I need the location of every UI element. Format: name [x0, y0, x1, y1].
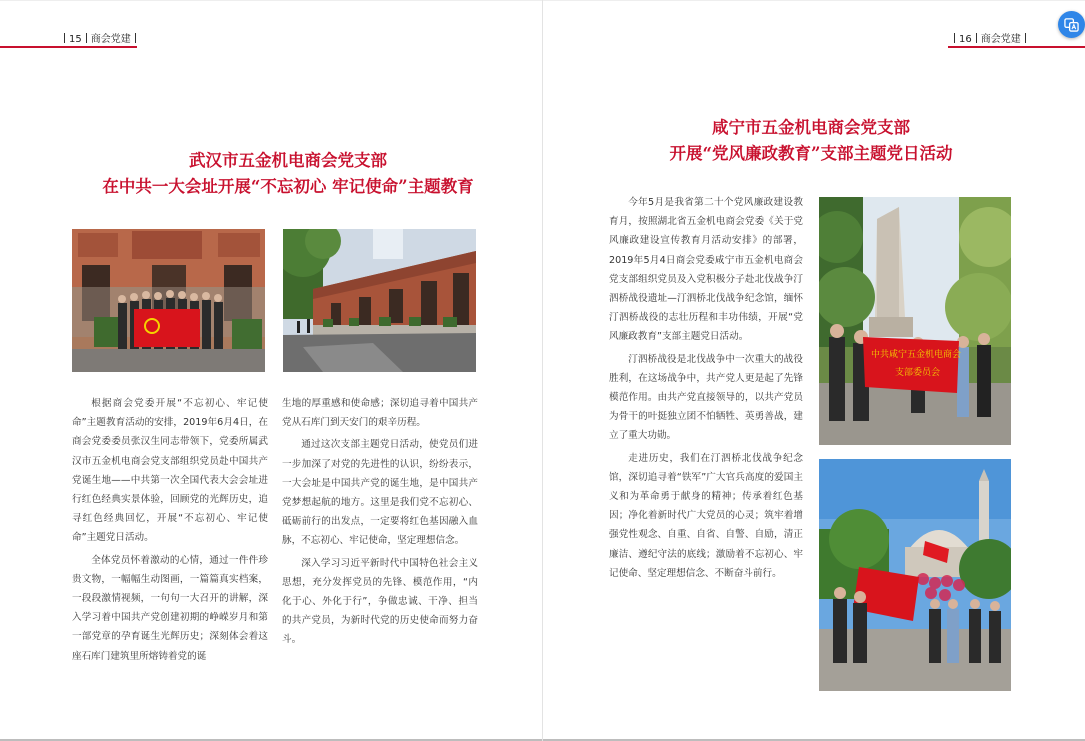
header-divider	[86, 33, 87, 43]
paragraph: 生地的厚重感和使命感；深切追寻着中国共产党从石库门到天安门的艰辛历程。	[282, 398, 478, 429]
header-red-rule	[948, 46, 1085, 48]
page-header	[60, 33, 140, 46]
photo-group-at-site	[72, 229, 265, 372]
page-top-edge	[0, 0, 542, 1]
paragraph: 根据商会党委开展“不忘初心、牢记使命”主题教育活动的安排，2019年6月4日，在商会党委委员张汉生同志带领下，党委所属武汉市五金机电商会党支部组织党员赴中国共产党诞生地——中共第一次全国代表大会会址进行红色经典实景体验，回顾党的光辉历史，追寻红色经典回忆，开展“不忘初心、牢记使命”主题党日活动。	[72, 398, 268, 544]
page-number: 16	[959, 34, 972, 45]
page-top-edge	[543, 0, 1085, 1]
page-number: 15	[69, 34, 82, 45]
header-red-rule	[0, 46, 137, 48]
photo-site-exterior	[283, 229, 476, 372]
right-page	[543, 0, 1085, 741]
article-title-line1: 咸宁市五金机电商会党支部	[712, 118, 910, 137]
article-column-2	[282, 394, 478, 653]
article-title	[591, 115, 1031, 167]
header-divider	[976, 33, 977, 43]
page-header	[950, 33, 1030, 46]
left-page	[0, 0, 542, 741]
article-title-line2: 开展“党风廉政教育”支部主题党日活动	[669, 144, 953, 163]
section-name: 商会党建	[90, 34, 131, 45]
article-column	[609, 193, 803, 586]
header-divider	[954, 33, 955, 43]
banner-text: 中共咸宁五金机电商会	[871, 350, 962, 360]
article-title-line2: 在中共一大会址开展“不忘初心 牢记使命”主题教育	[102, 177, 474, 196]
header-divider	[64, 33, 65, 43]
paragraph: 今年5月是我省第二十个党风廉政建设教育月，按照湖北省五金机电商会党委《关于党风廉政建设宣传教育月活动安排》的部署，2019年5月4日商会党委咸宁市五金机电商会党支部组织党员及入党积极分子赴北伐战争汀泗桥战役遗址—汀泗桥北伐战争纪念馆，缅怀汀泗桥战役的志壮历程和丰功伟绩，开展“党风廉政教育”支部主题党日活动。	[609, 197, 803, 343]
photo-group-at-memorial	[819, 459, 1011, 691]
paragraph: 走进历史，我们在汀泗桥北伐战争纪念馆，深切追寻着“铁军”广大官兵高度的爱国主义和为革命勇于献身的精神；传承着红色基因；净化着新时代广大党员的心灵；筑牢着增强党性观念、自重、自省、自警、自励，清正廉洁、遵纪守法的底线；激励着不忘初心、牢记使命、坚定理想信念、不断奋斗前行。	[609, 452, 803, 579]
photo-group-at-monument	[819, 197, 1011, 445]
header-divider	[135, 33, 136, 43]
translate-icon[interactable]	[1058, 11, 1085, 38]
translate-glyph-icon	[1064, 17, 1079, 32]
banner-text: 支部委员会	[895, 368, 941, 378]
paragraph: 通过这次支部主题党日活动，使党员们进一步加深了对党的先进性的认识，纷纷表示，一大会址是中国共产党的诞生地，是中国共产党梦想起航的地方。这里是我们党不忘初心、砥砺前行的出发点，一定要将红色基因融入血脉，不忘初心、牢记使命，坚定理想信念。	[282, 439, 478, 547]
article-title	[48, 148, 528, 200]
paragraph: 深入学习习近平新时代中国特色社会主义思想，充分发挥党员的先锋、模范作用，“内化于心、外化于行”，争做忠诚、干净、担当的共产党员，为新时代党的历史使命而努力奋斗。	[282, 557, 478, 646]
article-column-1	[72, 394, 268, 669]
header-divider	[1025, 33, 1026, 43]
section-name: 商会党建	[980, 34, 1021, 45]
article-title-line1: 武汉市五金机电商会党支部	[189, 151, 387, 170]
paragraph: 全体党员怀着激动的心情，通过一件件珍贵文物，一幅幅生动图画，一篇篇真实档案，一段段激情视频，一句句一大召开的讲解，深入学习着中国共产党创建初期的峥嵘岁月和第一部党章的孕育诞生光辉历史；深刻体会着这座石库门建筑里所熔铸着党的诞	[72, 554, 268, 662]
paragraph: 汀泗桥战役是北伐战争中一次重大的战役胜利，在这场战争中，共产党人更是起了先锋模范作用。由共产党直接领导的，以共产党员为骨干的叶挺独立团不怕牺牲、英勇善战，建立了重大功勋。	[609, 353, 803, 442]
